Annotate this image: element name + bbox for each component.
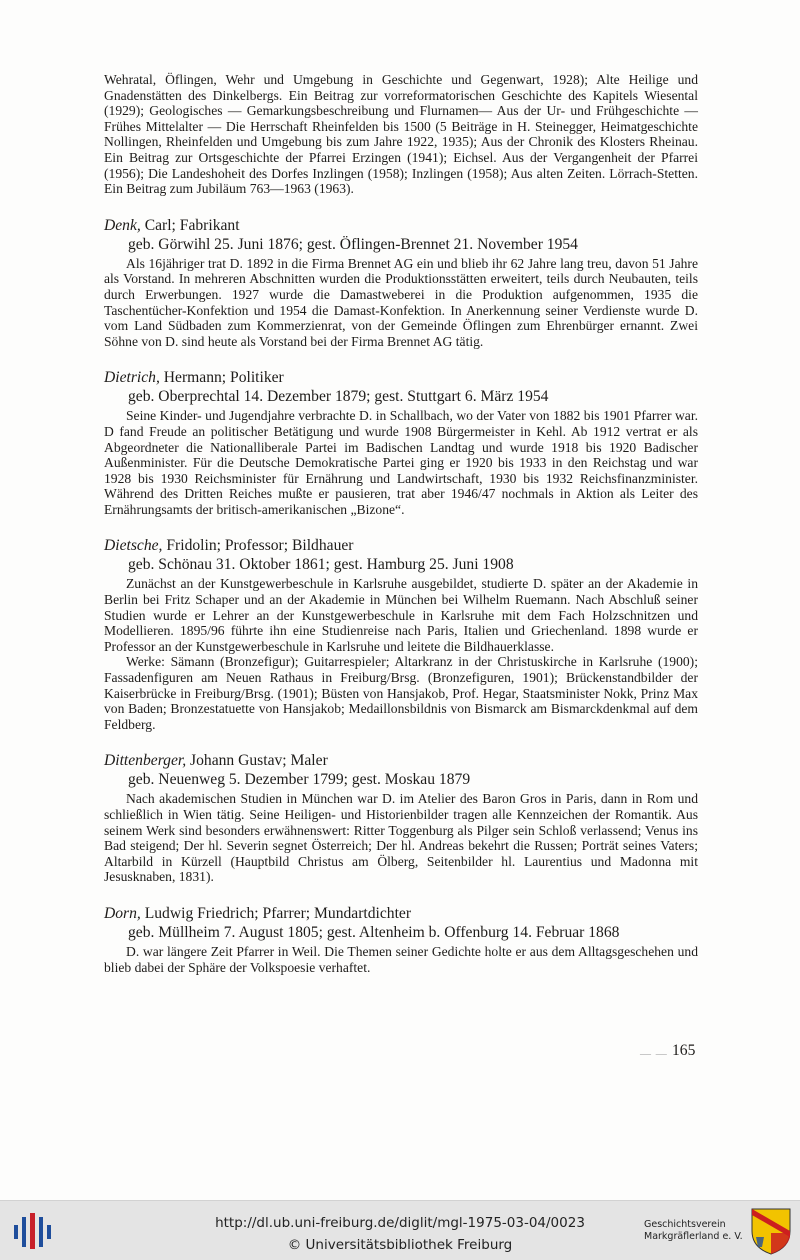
biography-entries — [104, 216, 698, 975]
biography-entry — [104, 751, 698, 885]
page-text — [104, 72, 698, 975]
biography-entry — [104, 368, 698, 517]
entry-life-dates: geb. Oberprechtal 14. Dezember 1879; gest. Stuttgart 6. März 1954 — [128, 388, 549, 406]
entry-surname: Dietsche, — [104, 537, 163, 555]
entry-heading — [104, 216, 698, 235]
entry-life-dates: geb. Görwihl 25. Juni 1876; gest. Öflingen-Brennet 21. November 1954 — [128, 235, 578, 253]
biography-entry — [104, 536, 698, 732]
entry-paragraph: D. war längere Zeit Pfarrer in Weil. Die Themen seiner Gedichte holte er aus dem Alltagsgeschehen und blieb dabei der Sphäre der Volkspoesie verhaftet. — [104, 943, 698, 975]
entry-life-dates: geb. Müllheim 7. August 1805; gest. Altenheim b. Offenburg 14. Februar 1868 — [128, 923, 620, 941]
entry-name-profession: Johann Gustav; Maler — [186, 752, 328, 770]
society-name-line2: Markgräflerland e. V. — [644, 1231, 743, 1242]
entry-surname: Dietrich, — [104, 369, 160, 387]
biography-entry — [104, 216, 698, 350]
intro-paragraph: Wehratal, Öflingen, Wehr und Umgebung in Geschichte und Gegenwart, 1928); Alte Heilige und Gnadenstätten des Dinkelbergs. Ein Beitrag zur vorreformatorischen Geschichte des Kapitels Wiesental (1929); Geologisches — Gemarkungsbeschreibung und Flurnamen— Aus der Ur- und Frühgeschichte — Frühes Mittelalter — Die Herrschaft Rheinfelden bis 1500 (5 Beiträge in H. Steinegger, Heimatgeschichte Nollingen, Rheinfelden und Umgebung bis zum Jahre 1922, 1935); Aus der Chronik des Klosters Rheinau. Ein Beitrag zur Ortsgeschichte der Pfarrei Erzingen (1941); Eichsel. Aus der Vergangenheit der Pfarrei (1956); Die Landeshoheit des Dorfes Inzlingen (1958); Inzlingen (1958); Aus alten Zeiten. Lörrach-Stetten. Ein Beitrag zum Jubiläum 763—1963 (1963). — [104, 72, 698, 197]
entry-surname: Denk, — [104, 216, 141, 234]
society-name — [644, 1219, 748, 1243]
entry-surname: Dorn, — [104, 904, 141, 922]
entry-surname: Dittenberger, — [104, 752, 187, 770]
ub-freiburg-logo-icon[interactable] — [12, 1211, 56, 1251]
entry-heading — [104, 368, 698, 387]
copyright-notice: © Universitätsbibliothek Freiburg — [287, 1237, 513, 1253]
entry-heading — [104, 751, 698, 770]
entry-life-dates: geb. Schönau 31. Oktober 1861; gest. Hamburg 25. Juni 1908 — [128, 556, 514, 574]
entry-name-profession: Hermann; Politiker — [159, 369, 284, 387]
viewer-footer — [0, 1200, 800, 1260]
entry-life-dates: geb. Neuenweg 5. Dezember 1799; gest. Moskau 1879 — [128, 771, 471, 789]
permalink-url[interactable]: http://dl.ub.uni-freiburg.de/diglit/mgl-1975-03-04/0023 — [215, 1215, 585, 1231]
entry-name-profession: Fridolin; Professor; Bildhauer — [162, 537, 354, 555]
entry-paragraph: Werke: Sämann (Bronzefigur); Guitarrespieler; Altarkranz in der Christuskirche in Karlsruhe (1900); Fassadenfiguren am Neuen Rathaus in Freiburg/Brsg. (Bronzefiguren, 1901); Brückenstandbilder der Kaiserbrücke in Freiburg/Brsg. (1901); Büsten von Hansjakob, Prof. Hegar, Staatsminister Nokk, Prinz Max von Baden; Bronzestatuette von Hansjakob; Medaillonsbildnis von Bismarck am Bismarckdenkmal auf dem Feldberg. — [104, 654, 698, 732]
entry-heading — [104, 904, 698, 923]
society-name-line1: Geschichtsverein — [644, 1219, 726, 1230]
entry-heading — [104, 536, 698, 555]
page-number: 165 — [672, 1042, 696, 1059]
biography-entry — [104, 904, 698, 975]
entry-paragraph: Zunächst an der Kunstgewerbeschule in Karlsruhe ausgebildet, studierte D. später an der Akademie in Berlin bei Fritz Schaper und an der Akademie in München bei Wilhelm Ruemann. Nach Abschluß seiner Studien wurde er Lehrer an der Kunstgewerbeschule in Karlsruhe mit dem Fach Holzschnitzen und Modellieren. 1895/96 führte ihn eine Studienreise nach Paris, Italien und Griechenland. 1898 wurde er Professor an der Kunstgewerbeschule in Karlsruhe und leitete die Bildhauerklasse. — [104, 576, 698, 654]
page-number-marker: — — — [640, 1048, 668, 1060]
entry-paragraph: Seine Kinder- und Jugendjahre verbrachte D. in Schallbach, wo der Vater von 1882 bis 1901 Pfarrer war. D fand Freude an politischer Betätigung und wurde 1908 Bürgermeister in Kehl. Ab 1912 vertrat er als Abgeordneter die Nationalliberale Partei im Badischen Landtag und wurde 1918 bis 1920 Badischer Außenminister. Für die Deutsche Demokratische Partei ging er 1920 bis 1933 in den Reichstag und war 1928 bis 1930 Reichsminister für Ernährung und Landwirtschaft, 1930 bis 1932 Reichsfinanzminister. Während des Dritten Reiches mußte er pausieren, trat aber 1946/47 nochmals in Aktion als Leiter des Ernährungsamts der britisch-amerikanischen „Bizone“. — [104, 408, 698, 517]
entry-name-profession: Carl; Fabrikant — [140, 216, 240, 234]
entry-paragraph: Nach akademischen Studien in München war D. im Atelier des Baron Gros in Paris, dann in Rom und schließlich in Wien tätig. Seine Heiligen- und Historienbilder tragen alle Kennzeichen der Romantik. Aus seinem Werk sind besonders erwähnenswert: Ritter Toggenburg als Pilger sein Schloß verlassend; Venus ins Bad steigend; Der hl. Severin segnet Österreich; Der hl. Andreas bekehrt die Russen; Porträt seines Vaters; Altarbild in Kürzell (Hauptbild Christus am Ölberg, Seitenbilder hl. Laurentius und Madonna mit Jesusknaben, 1831). — [104, 791, 698, 885]
entry-paragraph: Als 16jähriger trat D. 1892 in die Firma Brennet AG ein und blieb ihr 62 Jahre lang treu, davon 51 Jahre als Vorstand. In mehreren Abschnitten wurden die Produktionsstätten erweitert, teils durch Neubauten, teils durch Erwerbungen. 1927 wurde die Damastweberei in die Produktion aufgenommen, 1935 die Taschentücher-Konfektion und 1954 die Damast-Konfektion. In Anerkennung seiner Verdienste wurde D. vom Land Südbaden zum Kommerzienrat, von der Gemeinde Öflingen zum Ehrenbürger ernannt. Zwei Söhne von D. sind heute als Vorstand bei der Firma Brennet AG tätig. — [104, 255, 698, 349]
markgraeflerland-crest-icon[interactable] — [750, 1207, 792, 1255]
entry-name-profession: Ludwig Friedrich; Pfarrer; Mundartdichter — [140, 904, 412, 922]
